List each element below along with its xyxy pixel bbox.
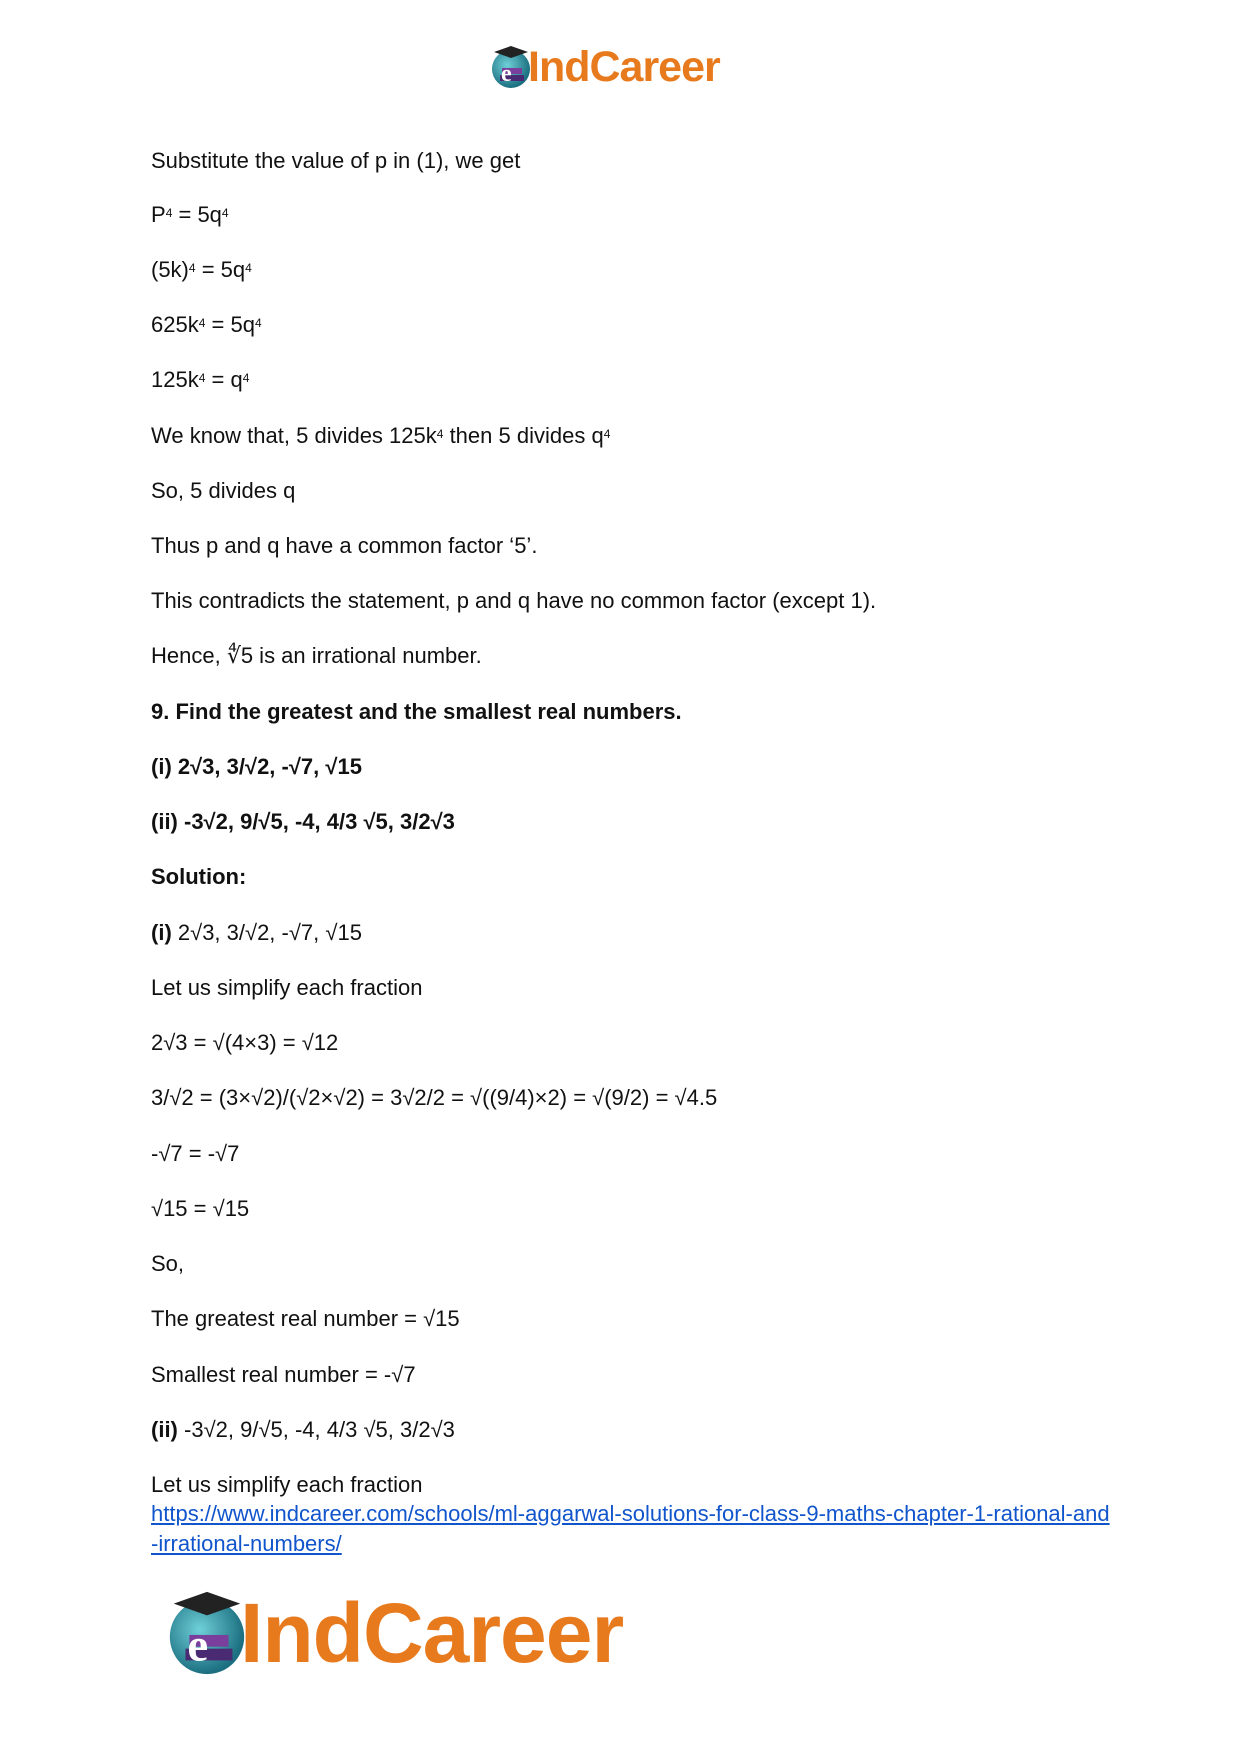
question-heading: 9. Find the greatest and the smallest real numbers. xyxy=(151,699,682,724)
equation-line: 3/√2 = (3×√2)/(√2×√2) = 3√2/2 = √((9/4)×2) = √(9/2) = √4.5 xyxy=(151,1085,718,1110)
text-line: So, 5 divides q xyxy=(151,478,296,503)
svg-text:e: e xyxy=(187,1619,209,1672)
equation-5k: $(5k)^4 = 5q^4$ xyxy=(151,257,252,282)
equation-line: 2√3 = √(4×3) = √12 xyxy=(151,1030,339,1055)
footer-logo xyxy=(162,1588,623,1678)
text-line: Smallest real number = -√7 xyxy=(151,1362,416,1387)
text-line: So, xyxy=(151,1251,185,1276)
svg-text:e: e xyxy=(501,61,512,87)
header-logo xyxy=(488,44,720,90)
text-line: Hence, ∜5 is an irrational number. xyxy=(151,643,482,668)
solution-part-i: (i) 2√3, 3/√2, -√7, √15 xyxy=(151,920,362,945)
text-line: Let us simplify each fraction xyxy=(151,1472,423,1497)
solution-part-ii: (ii) -3√2, 9/√5, -4, 4/3 √5, 3/2√3 xyxy=(151,1417,455,1442)
solution-heading: Solution: xyxy=(151,864,247,889)
footer-link[interactable]: https://www.indcareer.com/schools/ml-aggarwal-solutions-for-class-9-maths-chapter-1-rational-and-irrational-numbers/ xyxy=(151,1501,1110,1556)
globe-book-icon xyxy=(162,1588,252,1678)
equation-625k: $625k^4 = 5q^4$ xyxy=(151,312,262,337)
equation-line: √15 = √15 xyxy=(151,1196,250,1221)
text-line: Substitute the value of p in (1), we get xyxy=(151,148,521,173)
text-line: We know that, 5 divides $125k^4$ then 5 divides $q^4$ xyxy=(151,423,611,448)
equation-line: -√7 = -√7 xyxy=(151,1141,240,1166)
text-line: Thus p and q have a common factor ‘5’. xyxy=(151,533,538,558)
question-part-ii: (ii) -3√2, 9/√5, -4, 4/3 √5, 3/2√3 xyxy=(151,809,455,834)
brand-name: IndCareer xyxy=(240,1586,624,1680)
equation-125k: $125k^4 = q^4$ xyxy=(151,367,250,392)
equation-p4: $P^4 = 5q^4$ xyxy=(151,202,229,227)
text-line: This contradicts the statement, p and q have no common factor (except 1). xyxy=(151,588,877,613)
text-line: The greatest real number = √15 xyxy=(151,1306,460,1331)
question-part-i: (i) 2√3, 3/√2, -√7, √15 xyxy=(151,754,362,779)
brand-name: IndCareer xyxy=(528,42,720,91)
text-line: Let us simplify each fraction xyxy=(151,975,423,1000)
